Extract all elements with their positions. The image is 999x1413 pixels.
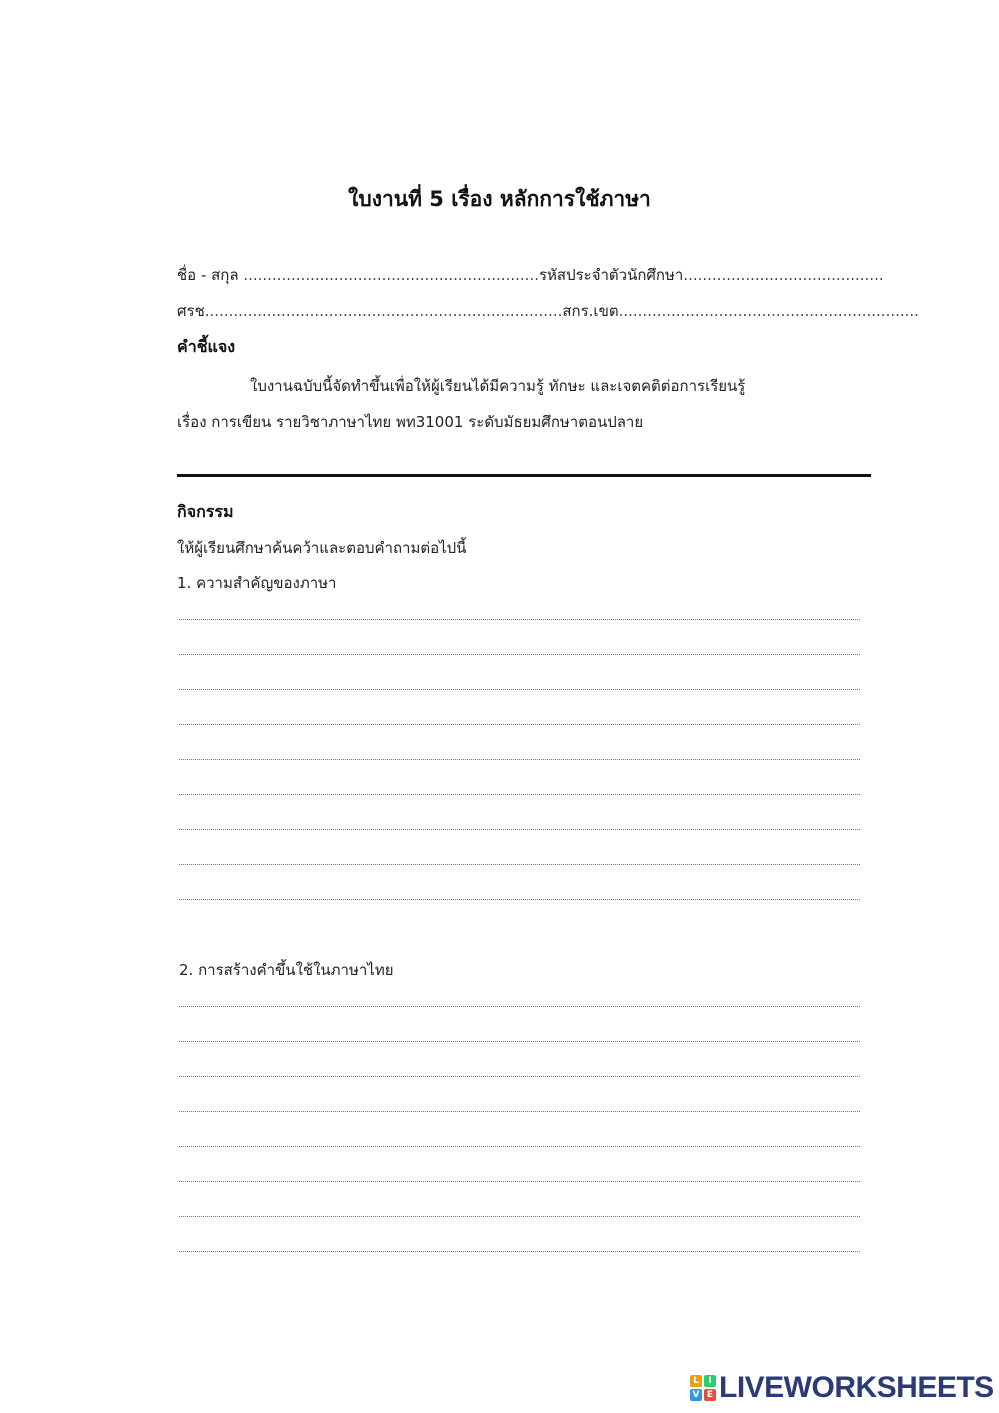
center-label: ศรช <box>177 302 205 320</box>
logo-tile-l: L <box>690 1375 702 1387</box>
answer-line[interactable] <box>179 1086 860 1121</box>
answer-line[interactable] <box>179 1121 860 1156</box>
question-2: 2. การสร้างคำขึ้นใช้ในภาษาไทย <box>179 961 394 979</box>
district-blank[interactable]: ............................................................... <box>618 302 919 320</box>
student-id-blank[interactable]: .......................................... <box>683 266 884 284</box>
activity-prompt: ให้ผู้เรียนศึกษาค้นคว้าและตอบคำถามต่อไปนี้ <box>177 539 467 557</box>
activity-heading: กิจกรรม <box>177 502 234 521</box>
answer-line[interactable] <box>179 804 860 839</box>
logo-tile-i: I <box>704 1375 716 1387</box>
answer-line[interactable] <box>179 629 860 664</box>
question-1: 1. ความสำคัญของภาษา <box>177 574 337 592</box>
answer-line[interactable] <box>179 1051 860 1086</box>
liveworksheets-wordmark: LIVEWORKSHEETS <box>719 1371 994 1404</box>
name-blank[interactable]: .............................................................. <box>243 266 539 284</box>
answer-line[interactable] <box>179 839 860 874</box>
answer-area-2 <box>179 981 860 1261</box>
section-divider <box>177 474 871 477</box>
answer-line[interactable] <box>179 734 860 769</box>
answer-line[interactable] <box>179 981 860 1016</box>
instructions-line-1: ใบงานฉบับนี้จัดทำขึ้นเพื่อให้ผู้เรียนได้มีความรู้ ทักษะ และเจตคติต่อการเรียนรู้ <box>250 377 746 395</box>
liveworksheets-icon <box>690 1375 716 1401</box>
name-field-row <box>177 263 884 287</box>
answer-line[interactable] <box>179 1156 860 1191</box>
answer-area-1 <box>179 594 860 909</box>
logo-tile-e: E <box>704 1389 716 1401</box>
answer-line[interactable] <box>179 1226 860 1261</box>
center-blank[interactable]: ........................................................................... <box>204 302 563 320</box>
liveworksheets-logo <box>690 1373 994 1403</box>
center-field-row <box>177 299 919 323</box>
answer-line[interactable] <box>179 664 860 699</box>
instructions-line-2: เรื่อง การเขียน รายวิชาภาษาไทย พท31001 ระดับมัธยมศึกษาตอนปลาย <box>177 413 644 431</box>
student-id-label: รหัสประจำตัวนักศึกษา <box>538 266 684 284</box>
answer-line[interactable] <box>179 769 860 804</box>
answer-line[interactable] <box>179 594 860 629</box>
district-label: สกร.เขต <box>562 302 619 320</box>
page-title: ใบงานที่ 5 เรื่อง หลักการใช้ภาษา <box>348 187 651 211</box>
answer-line[interactable] <box>179 1191 860 1226</box>
answer-line[interactable] <box>179 1016 860 1051</box>
name-label: ชื่อ - สกุล <box>177 266 244 284</box>
answer-line[interactable] <box>179 874 860 909</box>
answer-line[interactable] <box>179 699 860 734</box>
instructions-heading: คำชี้แจง <box>177 337 236 356</box>
logo-tile-v: V <box>690 1389 702 1401</box>
